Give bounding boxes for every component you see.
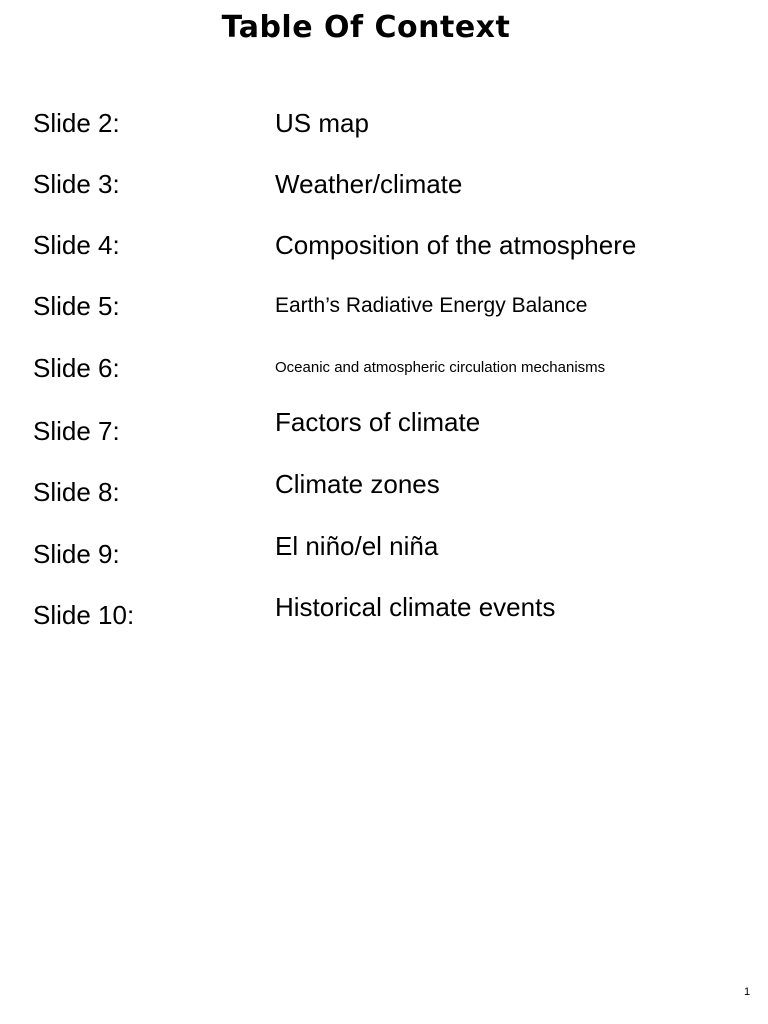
toc-topic: Factors of climate (275, 407, 481, 437)
page-number: 1 (744, 986, 751, 998)
toc-topic: Oceanic and atmospheric circulation mechanisms (275, 359, 606, 376)
toc-topic: Earth’s Radiative Energy Balance (275, 294, 588, 317)
toc-slide-label: Slide 9: (33, 539, 120, 569)
toc-topic: Composition of the atmosphere (275, 230, 637, 260)
toc-slide-label: Slide 8: (33, 477, 120, 507)
toc-slide-label: Slide 10: (33, 600, 135, 630)
toc-slide-label: Slide 7: (33, 416, 120, 446)
toc-topic: El niño/el niña (275, 531, 439, 561)
page-title: Table Of Context (221, 10, 511, 45)
toc-topic: US map (275, 108, 369, 138)
toc-topic: Climate zones (275, 469, 440, 499)
toc-slide-label: Slide 4: (33, 230, 120, 260)
toc-slide-label: Slide 3: (33, 169, 120, 199)
toc-topic: Historical climate events (275, 592, 556, 622)
toc-slide-label: Slide 2: (33, 108, 120, 138)
toc-slide-label: Slide 6: (33, 353, 120, 383)
toc-topic: Weather/climate (275, 169, 463, 199)
toc-slide-label: Slide 5: (33, 291, 120, 321)
